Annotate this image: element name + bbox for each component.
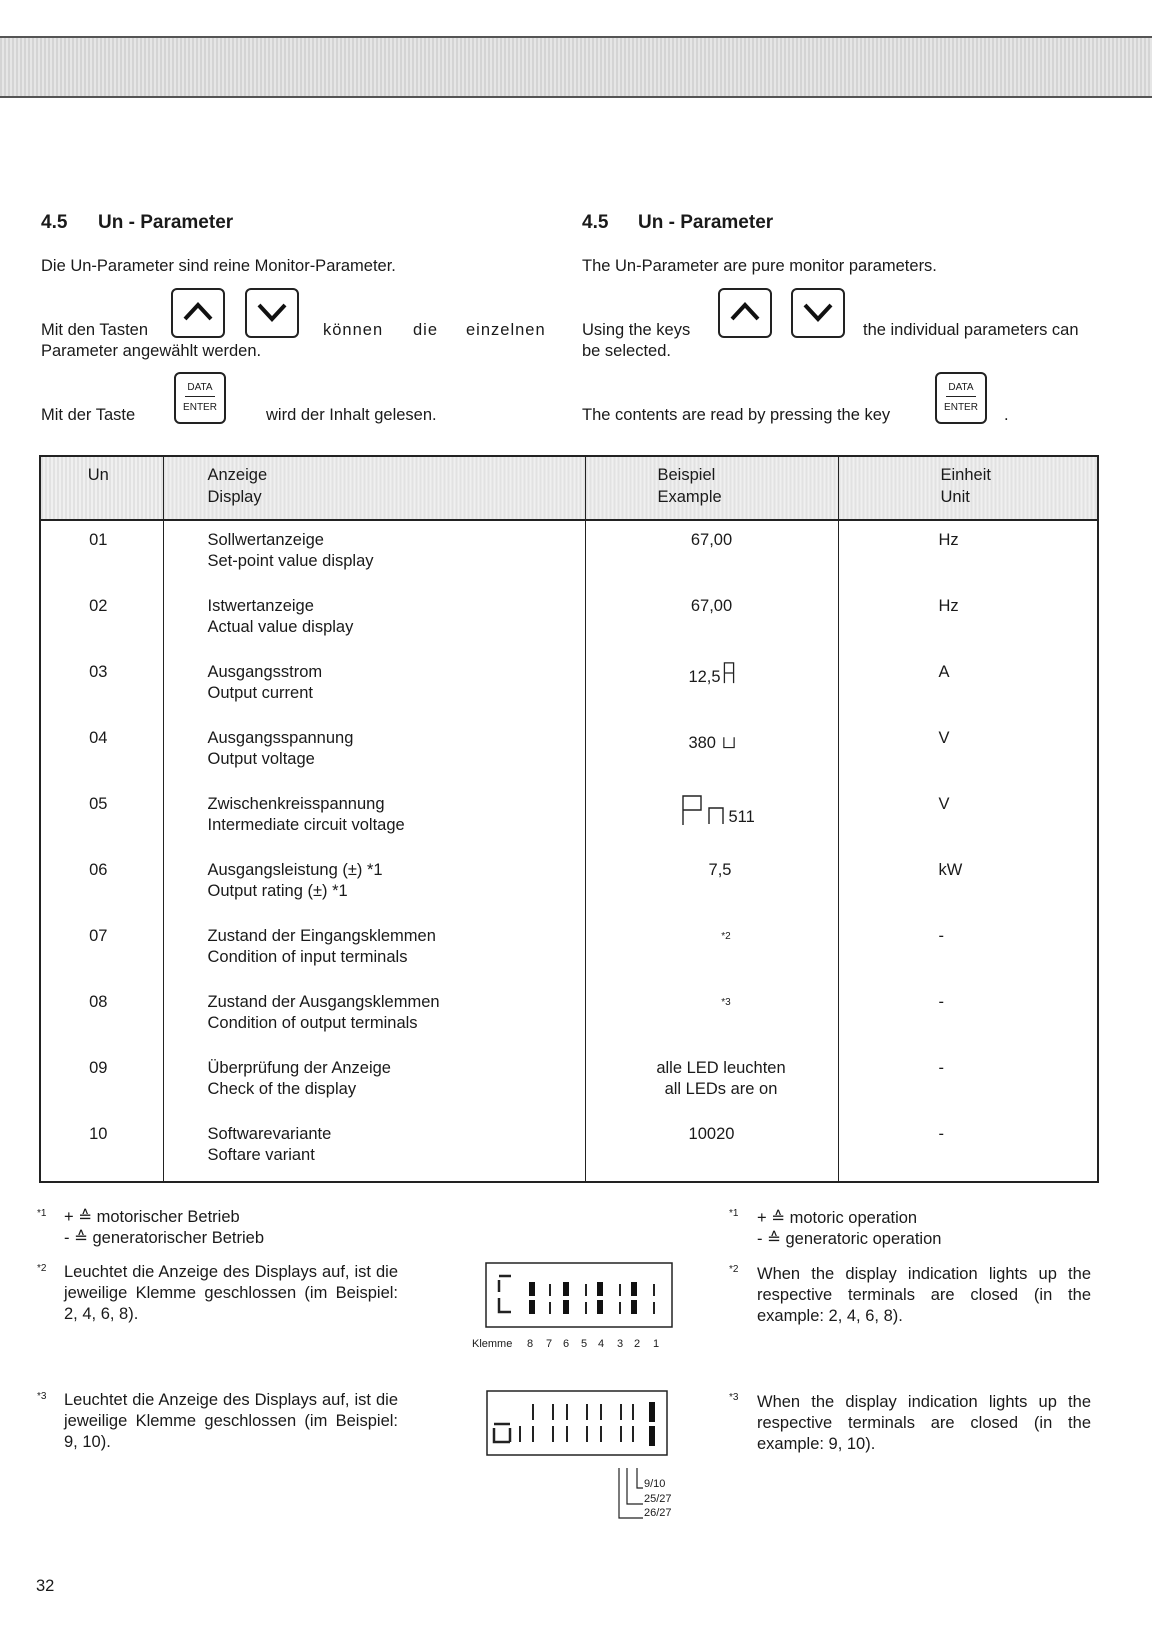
- row-display: [163, 1115, 585, 1182]
- segment-u-icon: [723, 728, 735, 750]
- header-display-de: Anzeige: [207, 466, 268, 484]
- section-number-en: 4.5: [582, 212, 609, 233]
- row-display-en: Actual value display: [207, 618, 354, 636]
- row-un: 02: [40, 587, 163, 653]
- header-example-de: Beispiel: [657, 466, 716, 484]
- header-unit: [838, 456, 1098, 520]
- footnote-3-de: Leuchtet die Anzeige des Displays auf, ist die jeweilige Klemme geschlossen (im Beispiel: 9, 10).: [64, 1391, 398, 1451]
- row-unit: V: [838, 719, 1098, 785]
- keys-text-de: Mit den Tasten: [41, 321, 149, 339]
- terminal-number: 7: [546, 1338, 553, 1350]
- input-terminal-display: [485, 1262, 673, 1328]
- section-title-de: Un - Parameter: [98, 212, 234, 233]
- row-display-en: Output rating (±) *1: [207, 882, 348, 900]
- key-label-data: DATA: [187, 382, 213, 393]
- row-example-value-2: all LEDs are on: [664, 1080, 778, 1098]
- row-display-de: Sollwertanzeige: [207, 531, 324, 549]
- table-row: [40, 851, 1098, 917]
- section-title-en: Un - Parameter: [638, 212, 774, 233]
- row-un: 09: [40, 1049, 163, 1115]
- row-example-value: 380: [688, 734, 716, 752]
- row-un: 04: [40, 719, 163, 785]
- row-display-en: Softare variant: [207, 1146, 315, 1164]
- row-unit: -: [838, 983, 1098, 1049]
- keys-text-en-2: the individual parameters can: [863, 321, 1079, 339]
- intro-en: The Un-Parameter are pure monitor parameters.: [582, 257, 937, 275]
- keys-line2-de: Parameter angewählt werden.: [41, 342, 262, 360]
- row-display-de: Ausgangsspannung: [207, 729, 354, 747]
- segment-p-icon: [681, 794, 703, 826]
- chevron-down-icon: [801, 297, 835, 325]
- intro-de: Die Un-Parameter sind reine Monitor-Parameter.: [41, 257, 396, 275]
- row-display-de: Zwischenkreisspannung: [207, 795, 385, 813]
- enter-text-en: The contents are read by pressing the key: [582, 406, 891, 424]
- row-display-en: Set-point value display: [207, 552, 374, 570]
- row-un: 01: [40, 520, 163, 587]
- row-unit: -: [838, 917, 1098, 983]
- row-display-de: Istwertanzeige: [207, 597, 314, 615]
- row-display-en: Output current: [207, 684, 313, 702]
- row-unit: Hz: [838, 587, 1098, 653]
- up-key-en: [718, 288, 772, 338]
- row-display-de: Softwarevariante: [207, 1125, 332, 1143]
- header-example-en: Example: [657, 488, 722, 506]
- key-label-data: DATA: [948, 382, 974, 393]
- header-un-label: Un: [87, 466, 109, 484]
- enter-text-de-2: wird der Inhalt gelesen.: [266, 406, 437, 424]
- footnote-marker-2-en: *2: [729, 1264, 739, 1275]
- row-display-en: Condition of output terminals: [207, 1014, 418, 1032]
- row-display-en: Check of the display: [207, 1080, 357, 1098]
- un-parameter-table: [39, 455, 1099, 1183]
- enter-text-en-2: .: [1004, 406, 1009, 424]
- row-un: 06: [40, 851, 163, 917]
- terminal-number: 3: [617, 1338, 624, 1350]
- footnote-marker-1-en: *1: [729, 1208, 739, 1219]
- table-row: [40, 587, 1098, 653]
- row-display-de: Ausgangsstrom: [207, 663, 323, 681]
- terminal-number: 1: [653, 1338, 660, 1350]
- enter-text-de: Mit der Taste: [41, 406, 136, 424]
- footnote-3-en: When the display indication lights up the respective terminals are closed (in the example: 9, 10).: [757, 1393, 1091, 1453]
- row-display-en: Output voltage: [207, 750, 315, 768]
- footnote-marker-3-en: *3: [729, 1392, 739, 1403]
- keys-text-en: Using the keys: [582, 321, 691, 339]
- footnote-1b-de: - ≙ generatorischer Betrieb: [64, 1229, 264, 1247]
- key-divider: [185, 396, 215, 397]
- row-unit: Hz: [838, 520, 1098, 587]
- table-header-row: [40, 456, 1098, 520]
- footnote-2-en: When the display indication lights up the respective terminals are closed (in the example: 2, 4, 6, 8).: [757, 1265, 1091, 1325]
- footnote-2-de: Leuchtet die Anzeige des Displays auf, ist die jeweilige Klemme geschlossen (im Beispiel: 2, 4, 6, 8).: [64, 1263, 398, 1323]
- keys-text-de-4: einzelnen: [466, 321, 546, 339]
- terminal-label: Klemme: [472, 1338, 513, 1350]
- row-display: [163, 1049, 585, 1115]
- terminal-number: 2: [634, 1338, 641, 1350]
- output-terminal-display: [486, 1390, 668, 1456]
- row-example: [585, 719, 838, 785]
- row-display-de: Zustand der Eingangsklemmen: [207, 927, 436, 945]
- row-example: *2: [585, 917, 838, 983]
- data-enter-key-de: [174, 372, 226, 424]
- row-un: 03: [40, 653, 163, 719]
- row-example: 7,5: [585, 851, 838, 917]
- row-example-value: 12,5: [688, 668, 721, 686]
- row-display-en: Intermediate circuit voltage: [207, 816, 405, 834]
- section-number-de: 4.5: [41, 212, 68, 233]
- terminal-number: 6: [563, 1338, 570, 1350]
- row-example: [585, 1049, 838, 1115]
- output-label: 25/27: [644, 1493, 672, 1505]
- row-display: [163, 785, 585, 851]
- row-un: 05: [40, 785, 163, 851]
- keys-line2-en: be selected.: [582, 342, 671, 360]
- row-unit: kW: [838, 851, 1098, 917]
- row-display: [163, 653, 585, 719]
- row-display: [163, 587, 585, 653]
- header-band: [0, 36, 1152, 98]
- page-number: 32: [36, 1577, 55, 1595]
- row-un: 07: [40, 917, 163, 983]
- down-key-de: [245, 288, 299, 338]
- row-example: 67,00: [585, 520, 838, 587]
- footnote-1b-en: - ≙ generatoric operation: [757, 1230, 942, 1248]
- row-display: [163, 917, 585, 983]
- output-label: 9/10: [644, 1478, 666, 1490]
- row-unit: -: [838, 1049, 1098, 1115]
- table-row: [40, 520, 1098, 587]
- row-example-value: alle LED leuchten: [656, 1059, 786, 1077]
- header-unit-de: Einheit: [940, 466, 991, 484]
- row-display-en: Condition of input terminals: [207, 948, 408, 966]
- row-display-de: Überprüfung der Anzeige: [207, 1059, 391, 1077]
- row-example: [585, 785, 838, 851]
- chevron-down-icon: [255, 297, 289, 325]
- row-display: [163, 983, 585, 1049]
- row-unit: V: [838, 785, 1098, 851]
- chevron-up-icon: [181, 297, 215, 325]
- row-display-de: Zustand der Ausgangsklemmen: [207, 993, 440, 1011]
- header-display: [163, 456, 585, 520]
- key-label-enter: ENTER: [944, 402, 978, 413]
- row-unit: A: [838, 653, 1098, 719]
- header-display-en: Display: [207, 488, 262, 506]
- table-row: [40, 1049, 1098, 1115]
- terminal-number: 4: [598, 1338, 605, 1350]
- up-key-de: [171, 288, 225, 338]
- keys-text-de-3: die: [413, 321, 439, 339]
- table-row: [40, 719, 1098, 785]
- table-row: [40, 785, 1098, 851]
- terminal-number: 8: [527, 1338, 534, 1350]
- key-label-enter: ENTER: [183, 402, 217, 413]
- row-unit: -: [838, 1115, 1098, 1182]
- footnote-marker-2-de: *2: [37, 1263, 47, 1274]
- footnote-marker-3-de: *3: [37, 1391, 47, 1402]
- key-divider: [946, 396, 976, 397]
- data-enter-key-en: [935, 372, 987, 424]
- terminal-number: 5: [581, 1338, 588, 1350]
- output-terminal-leader-lines: [617, 1462, 647, 1522]
- row-display-de: Ausgangsleistung (±) *1: [207, 861, 383, 879]
- row-example-value: 511: [728, 808, 755, 826]
- footnote-1a-de: + ≙ motorischer Betrieb: [64, 1208, 240, 1226]
- row-example: 67,00: [585, 587, 838, 653]
- row-example: 10020: [585, 1115, 838, 1182]
- row-display: [163, 719, 585, 785]
- header-example: [585, 456, 838, 520]
- header-un: [40, 456, 163, 520]
- segment-a-icon: [723, 662, 735, 684]
- row-example: *3: [585, 983, 838, 1049]
- table-row: [40, 653, 1098, 719]
- table-row: [40, 983, 1098, 1049]
- segment-n-icon: [708, 807, 724, 825]
- row-display: [163, 851, 585, 917]
- table-row: [40, 917, 1098, 983]
- row-display: [163, 520, 585, 587]
- row-un: 10: [40, 1115, 163, 1182]
- down-key-en: [791, 288, 845, 338]
- table-row: [40, 1115, 1098, 1182]
- keys-text-de-2: können: [323, 321, 384, 339]
- output-label: 26/27: [644, 1507, 672, 1519]
- footnote-marker-1-de: *1: [37, 1208, 47, 1219]
- row-example: [585, 653, 838, 719]
- footnote-1a-en: + ≙ motoric operation: [757, 1209, 918, 1227]
- header-unit-en: Unit: [940, 488, 970, 506]
- row-un: 08: [40, 983, 163, 1049]
- chevron-up-icon: [728, 297, 762, 325]
